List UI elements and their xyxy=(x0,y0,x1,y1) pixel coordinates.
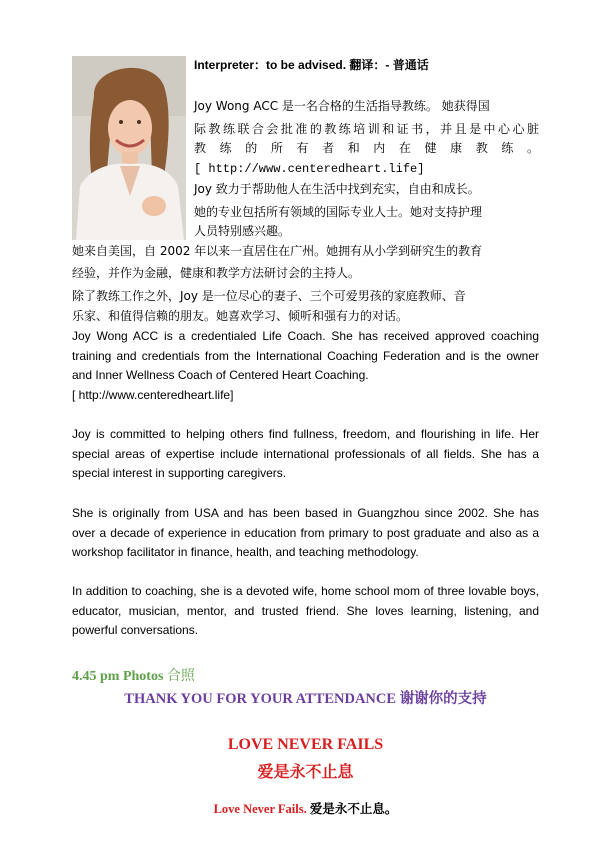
zh-bio-line-10: 除了教练工作之外，Joy 是一位尽心的妻子、三个可爱男孩的家庭教师、音 xyxy=(72,289,466,303)
en-bio-p1-url: [ http://www.centeredheart.life] xyxy=(72,387,234,402)
photos-time-label: 4.45 pm Photos xyxy=(72,669,164,684)
en-bio-paragraph-4: In addition to coaching, she is a devoted wife, home school mom of three lovable boys, educator, musician, mentor, and trusted friend. She loves learning, listening, and powerful conversations. xyxy=(72,584,539,637)
en-bio-paragraph-3: She is originally from USA and has been based in Guangzhou since 2002. She has over a decade of experience in education from primary to post graduate and also as a workshop facilitator in finance, health, and teaching methodology. xyxy=(72,506,539,559)
zh-bio-line-5: Joy 致力于帮助他人在生活中找到充实，自由和成长。 xyxy=(194,182,480,196)
photos-zh-label: 合照 xyxy=(166,668,195,684)
closing-en: Love Never Fails. xyxy=(213,802,307,816)
zh-bio-url: [ http://www.centeredheart.life] xyxy=(194,162,425,176)
zh-bio-line-11: 乐家、和值得信赖的朋友。她喜欢学习、倾听和强有力的对话。 xyxy=(72,309,409,323)
zh-bio-line-7: 人员特别感兴趣。 xyxy=(194,224,291,238)
photos-schedule-item xyxy=(72,665,195,685)
closing-zh: 爱是永不止息。 xyxy=(309,801,398,816)
love-never-fails-zh-heading: 爱是永不止息 xyxy=(257,762,354,781)
closing-line xyxy=(72,799,539,817)
en-bio-p1-text: Joy Wong ACC is a credentialed Life Coach. She has received approved coaching training and credentials from the International Coaching Federation and is the owner and Inner Wellness Coach of Centered Heart Coaching. xyxy=(72,329,539,382)
speaker-portrait-image xyxy=(72,56,186,240)
zh-bio-line-3: 教 练 的 所 有 者 和 内 在 健 康 教 练 。 xyxy=(194,141,539,155)
thank-you-en: THANK YOU FOR YOUR ATTENDANCE xyxy=(124,691,397,707)
zh-bio-line-8: 她来自美国，自 2002 年以来一直居住在广州。她拥有从小学到研究生的教育 xyxy=(72,244,483,258)
speaker-photo xyxy=(72,56,186,240)
en-bio-paragraph-2: Joy is committed to helping others find fullness, freedom, and flourishing in life. Her special areas of expertise include international professionals of all fields. She has a special interest in supporting caregivers. xyxy=(72,427,539,480)
en-bio-paragraph-1 xyxy=(72,327,539,405)
love-never-fails-heading: LOVE NEVER FAILS xyxy=(227,736,384,753)
interpreter-line: Interpreter：to be advised. 翻译：- 普通话 xyxy=(194,58,429,72)
thank-you-line xyxy=(72,687,539,708)
zh-bio-line-9: 经验，并作为金融，健康和教学方法研讨会的主持人。 xyxy=(72,266,361,280)
zh-bio-line-2: 际教练联合会批准的教练培训和证书，并且是中心心脏 xyxy=(194,122,539,136)
thank-you-zh: 谢谢你的支持 xyxy=(399,691,487,707)
zh-bio-line-1: Joy Wong ACC 是一名合格的生活指导教练。 她获得国 xyxy=(194,99,490,113)
zh-bio-line-6: 她的专业包括所有领域的国际专业人士。她对支持护理 xyxy=(194,205,483,219)
